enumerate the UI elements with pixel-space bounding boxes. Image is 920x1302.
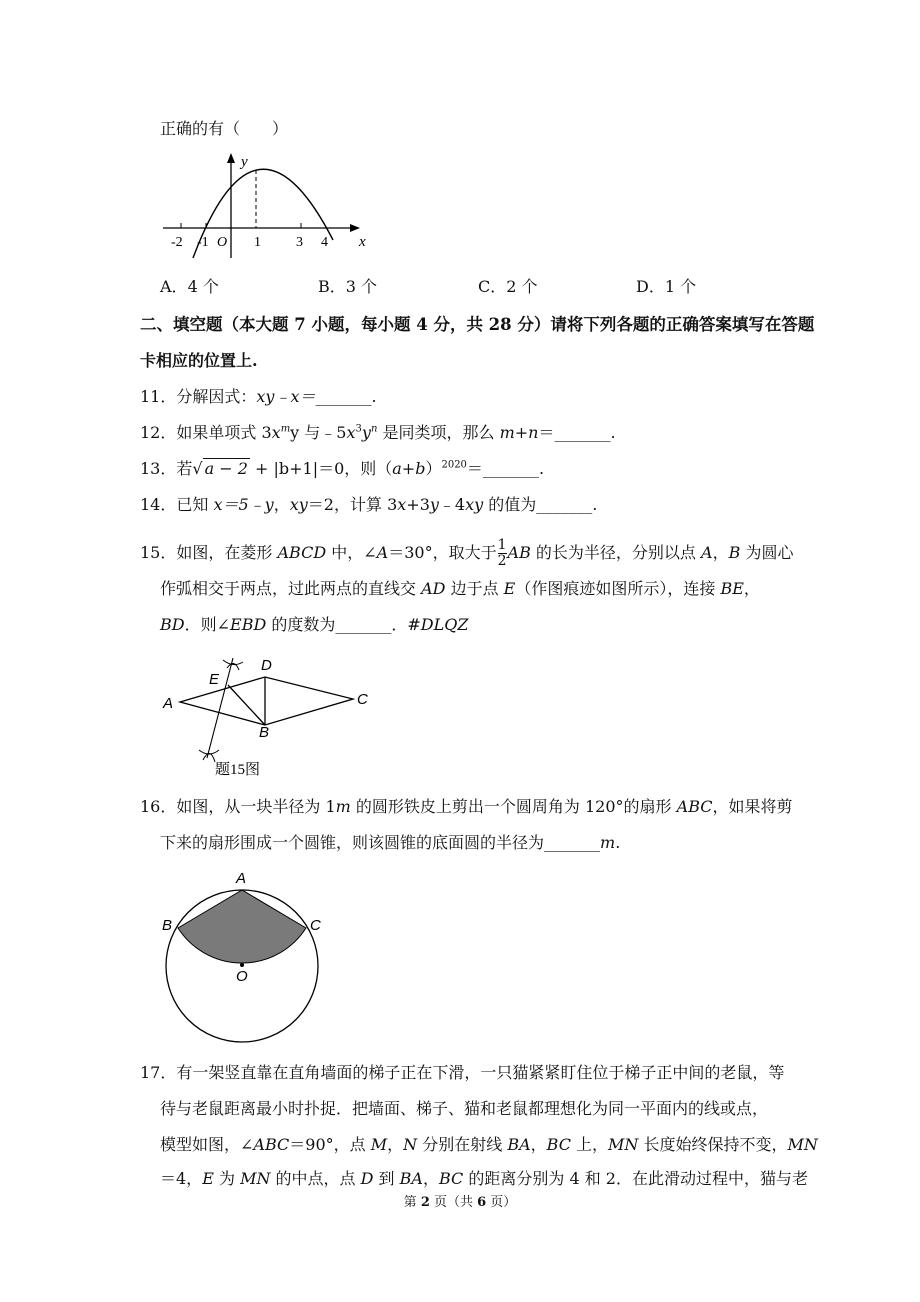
answer-blank: _______ xyxy=(544,833,601,852)
option-b[interactable]: B．3 个 xyxy=(318,277,378,296)
tick-label: 3 xyxy=(296,235,303,250)
q10-stem-tail: 正确的有（ ） xyxy=(160,119,289,138)
tick-label: 1 xyxy=(254,235,261,250)
question-16-line1: 16．如图，从一块半径为 1m 的圆形铁皮上剪出一个圆周角为 120°的扇形 ABC，如果将剪 xyxy=(140,797,793,816)
question-11: 11．分解因式：xy﹣x＝_______. xyxy=(140,387,377,406)
question-16-line2: 下来的扇形围成一个圆锥，则该圆锥的底面圆的半径为_______m. xyxy=(160,833,621,852)
question-17-line2: 待与老鼠距离最小时扑捉．把墙面、梯子、猫和老鼠都理想化为同一平面内的线或点， xyxy=(160,1099,769,1118)
section-heading-line1: 二、填空题（本大题 7 小题，每小题 4 分，共 28 分）请将下列各题的正确答案填写在答题 xyxy=(140,315,815,334)
page-total: 6 xyxy=(477,1195,487,1210)
point-a-label: A xyxy=(163,695,174,712)
sqrt-sign: √ xyxy=(192,459,203,478)
point-e-label: E xyxy=(209,671,220,688)
point-b-label: B xyxy=(162,917,173,934)
question-17-line4: ＝4，E 为 MN 的中点，点 D 到 BA，BC 的距离分别为 4 和 2．在此滑动过程中，猫与老 xyxy=(160,1169,808,1188)
question-17-line1: 17．有一架竖直靠在直角墙面的梯子正在下滑，一只猫紧紧盯住位于梯子正中间的老鼠，等 xyxy=(140,1063,785,1082)
answer-blank: _______ xyxy=(315,387,372,406)
question-15-line3: BD．则∠EBD 的度数为_______．#DLQZ xyxy=(160,615,469,634)
y-axis-label: y xyxy=(241,154,248,170)
origin-label: O xyxy=(217,235,228,250)
answer-blank: _______ xyxy=(482,459,539,478)
tick-label: -1 xyxy=(197,235,209,250)
question-13: 13．若√ a − 2 + |b+1|＝0，则$(a+b)^{2020}=\_\_\_\_\_\_\_$. xyxy=(140,459,545,478)
q16-sector-figure xyxy=(158,868,338,1043)
q15-rhombus-figure xyxy=(155,650,380,780)
question-15-line2: 作弧相交于两点，过此两点的直线交 AD 边于点 E（作图痕迹如图所示），连接 BE， xyxy=(160,579,760,598)
tick-label: 4 xyxy=(321,235,328,250)
point-a-label: A xyxy=(236,870,247,887)
question-12: 12．如果单项式 $3x^my$ 与$﹣5x^3y^n$ 是同类项，那么 m+n＝_______. xyxy=(140,423,616,442)
figure-caption: 题15图 xyxy=(215,762,261,778)
tick-label: -2 xyxy=(171,235,183,250)
question-15-line1: 15．如图，在菱形 ABCD 中，∠A＝30°，取大于 $\frac{1}{2}$ AB 的长为半径，分别以点 A，B 为圆心 xyxy=(140,537,794,569)
point-d-label: D xyxy=(261,657,272,674)
answer-blank: _______ xyxy=(554,423,611,442)
page-footer: 第 2 页（共 6 页） xyxy=(403,1195,517,1210)
section-heading-line2: 卡相应的位置上. xyxy=(140,351,258,370)
point-c-label: C xyxy=(310,917,321,934)
fraction: $\frac{1}{2}$ xyxy=(497,537,507,569)
option-a[interactable]: A．4 个 xyxy=(160,277,219,296)
answer-blank: _______ xyxy=(335,615,392,634)
point-o-label: O xyxy=(236,968,248,985)
question-14: 14．已知 x＝5﹣y，xy＝2，计算 3x+3y﹣4xy 的值为_______. xyxy=(140,495,598,514)
option-d[interactable]: D．1 个 xyxy=(636,277,697,296)
radicand: a − 2 xyxy=(204,459,248,478)
x-axis-label: x xyxy=(359,234,366,250)
point-c-label: C xyxy=(357,691,368,708)
option-c[interactable]: C．2 个 xyxy=(478,277,538,296)
point-b-label: B xyxy=(259,724,270,741)
answer-blank: _______ xyxy=(536,495,593,514)
page-number: 2 xyxy=(420,1195,430,1210)
q10-parabola-graph xyxy=(155,150,370,262)
question-17-line3: 模型如图，∠ABC＝90°，点 M，N 分别在射线 BA，BC 上，MN 长度始终保持不变，MN xyxy=(160,1135,818,1154)
